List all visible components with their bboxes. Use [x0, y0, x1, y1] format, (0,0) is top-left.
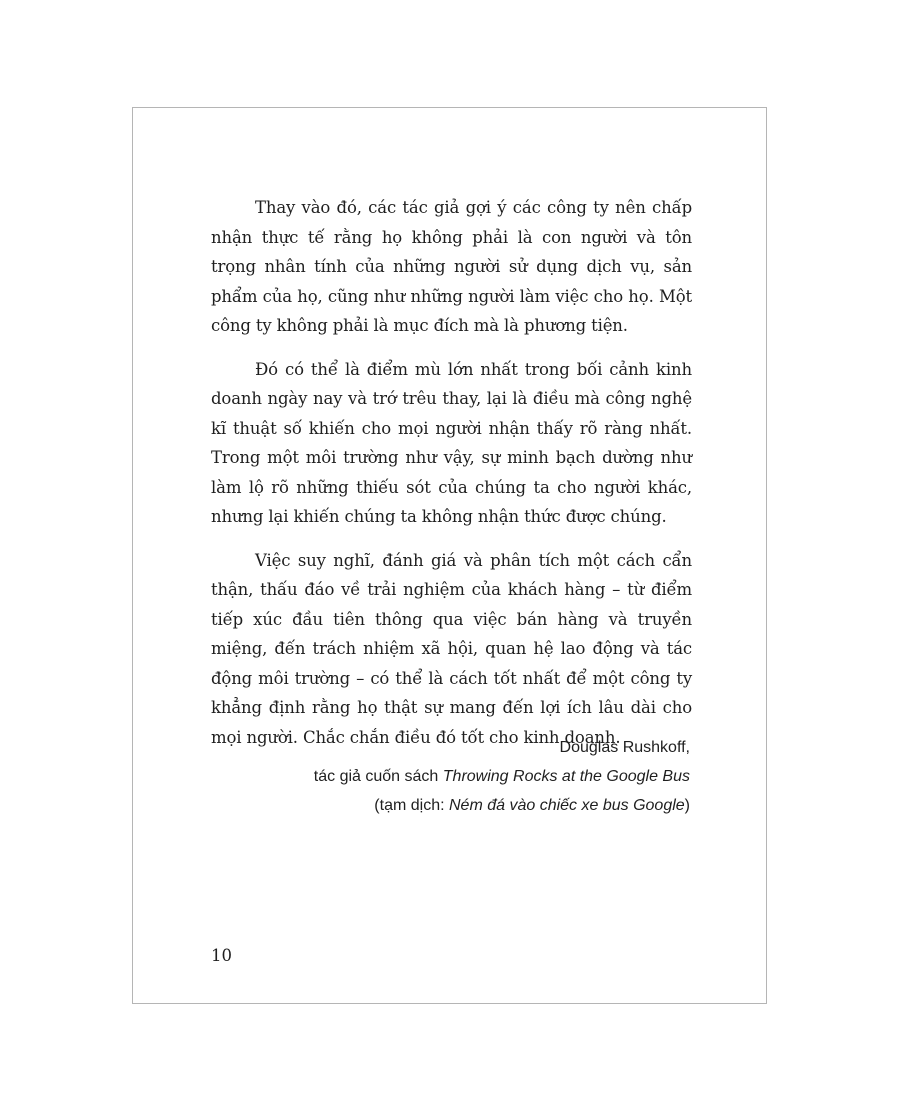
paragraph-2: Đó có thể là điểm mù lớn nhất trong bối cảnh kinh doanh ngày nay và trớ trêu thay, lại là điều mà công nghệ kĩ thuật số khiến cho mọi người nhận thấy rõ ràng nhất. Trong một môi trường như vậy, sự minh bạch dường như làm lộ rõ những thiếu sót của chúng ta cho người khác, nhưng lại khiến chúng ta không nhận thức được chúng.: [211, 359, 692, 526]
book-title: Throwing Rocks at the Google Bus: [442, 768, 690, 785]
page-number: 10: [211, 946, 232, 965]
signature-translation: [314, 791, 690, 820]
translation-close: ): [684, 797, 690, 814]
paragraph-1: Thay vào đó, các tác giả gợi ý các công ty nên chấp nhận thực tế rằng họ không phải là con người và tôn trọng nhân tính của những người sử dụng dịch vụ, sản phẩm của họ, cũng như những người làm việc cho họ. Một công ty không phải là mục đích mà là phương tiện.: [211, 198, 692, 335]
signature-role-prefix: tác giả cuốn sách: [313, 768, 443, 785]
body-text: [211, 193, 692, 766]
paragraph-3: Việc suy nghĩ, đánh giá và phân tích một cách cẩn thận, thấu đáo về trải nghiệm của khách hàng – từ điểm tiếp xúc đầu tiên thông qua việc bán hàng và truyền miệng, đến trách nhiệm xã hội, quan hệ lao động và tác động môi trường – có thể là cách tốt nhất để một công ty khẳng định rằng họ thật sự mang đến lợi ích lâu dài cho mọi người. Chắc chắn điều đó tốt cho kinh doanh.: [211, 550, 692, 747]
signature-author: Douglas Rushkoff,: [559, 739, 690, 756]
translated-title: Ném đá vào chiếc xe bus Google: [448, 797, 685, 814]
signature-role: [314, 762, 690, 791]
signature-block: [314, 733, 690, 820]
translation-open: (tạm dịch:: [374, 797, 449, 814]
book-page: [132, 107, 767, 1004]
